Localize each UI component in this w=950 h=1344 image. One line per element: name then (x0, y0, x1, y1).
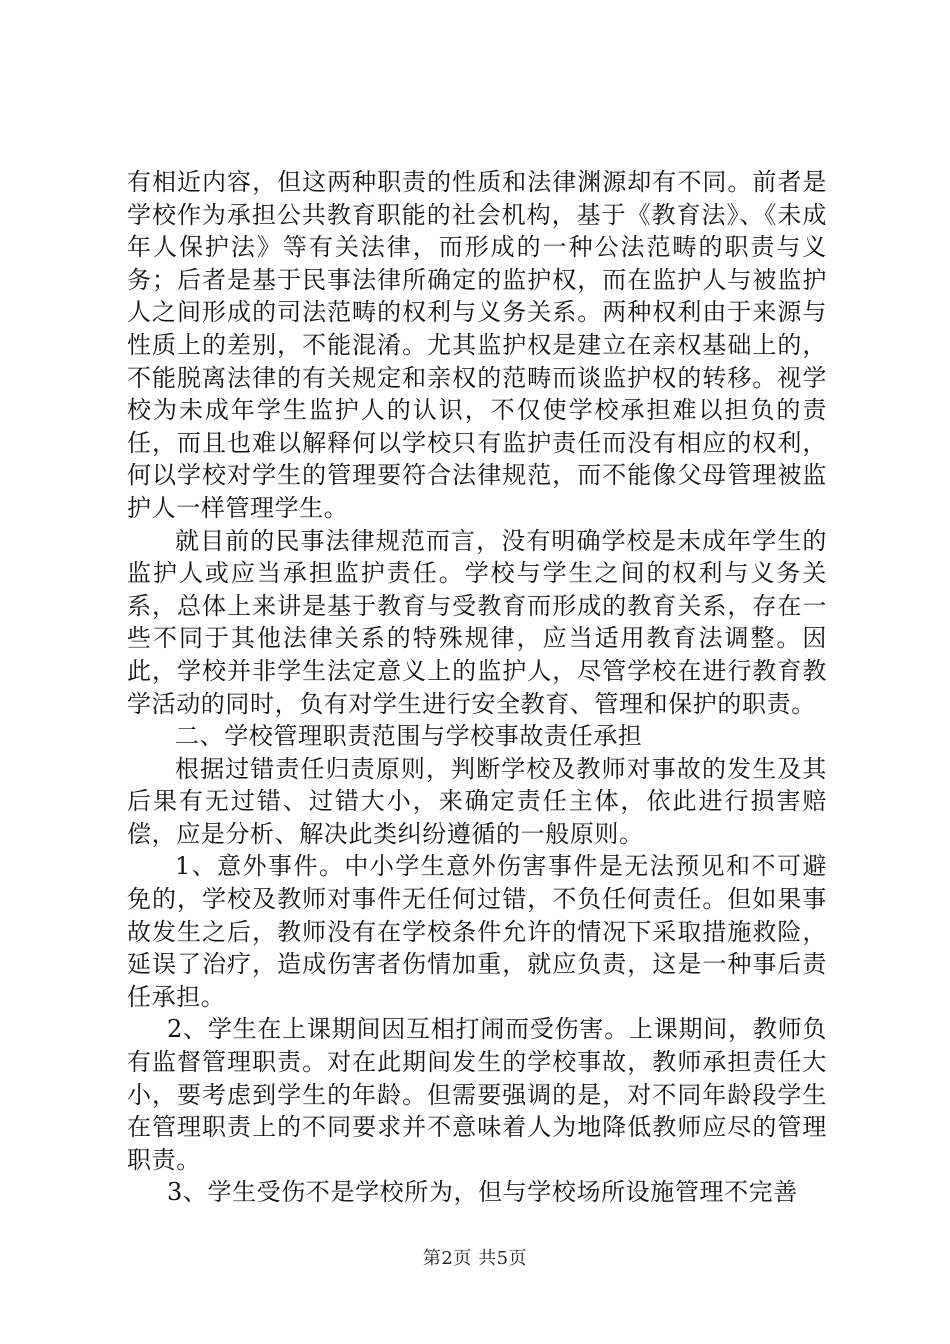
section-heading: 二、学校管理职责范围与学校事故责任承担 (175, 722, 643, 751)
paragraph-civil-law: 就目前的民事法律规范而言，没有明确学校是未成年学生的监护人或应当承担监护责任。学校与学生之间的权利与义务关系，总体上来讲是基于教育与受教育而形成的教育关系，存在一些不同于其他法律关系的特殊规律，应当适用教育法调整。因此，学校并非学生法定意义上的监护人，尽管学校在进行教育教学活动的同时，负有对学生进行安全教育、管理和保护的职责。 (127, 526, 827, 718)
page-footer: 第2页 共5页 (422, 1248, 528, 1269)
paragraph-fault-principle: 根据过错责任归责原则，判断学校及教师对事故的发生及其后果有无过错、过错大小，来确定责任主体，依此进行损害赔偿，应是分析、解决此类纠纷遵循的一般原则。 (127, 754, 827, 848)
paragraph-item-2: 2、学生在上课期间因互相打闹而受伤害。上课期间，教师负有监督管理职责。对在此期间发生的学校事故，教师承担责任大小，要考虑到学生的年龄。但需要强调的是，对不同年龄段学生在管理职责上的不同要求并不意味着人为地降低教师应尽的管理职责。 (127, 1015, 827, 1174)
paragraph-item-1: 1、意外事件。中小学生意外伤害事件是无法预见和不可避免的，学校及教师对事件无任何过错，不负任何责任。但如果事故发生之后，教师没有在学校条件允许的情况下采取措施救险，延误了治疗，造成伤害者伤情加重，就应负责，这是一种事后责任承担。 (127, 852, 827, 1011)
document-body (127, 166, 827, 1209)
paragraph-continued: 有相近内容，但这两种职责的性质和法律渊源却有不同。前者是学校作为承担公共教育职能的社会机构，基于《教育法》、《未成年人保护法》等有关法律，而形成的一种公法范畴的职责与义务；后者是基于民事法律所确定的监护权，而在监护人与被监护人之间形成的司法范畴的权利与义务关系。两种权利由于来源与性质上的差别，不能混淆。尤其监护权是建立在亲权基础上的，不能脱离法律的有关规定和亲权的范畴而谈监护权的转移。视学校为未成年学生监护人的认识，不仅使学校承担难以担负的责任，而且也难以解释何以学校只有监护责任而没有相应的权利，何以学校对学生的管理要符合法律规范，而不能像父母管理被监护人一样管理学生。 (127, 168, 827, 522)
paragraph-item-3: 3、学生受伤不是学校所为，但与学校场所设施管理不完善 (167, 1178, 798, 1207)
